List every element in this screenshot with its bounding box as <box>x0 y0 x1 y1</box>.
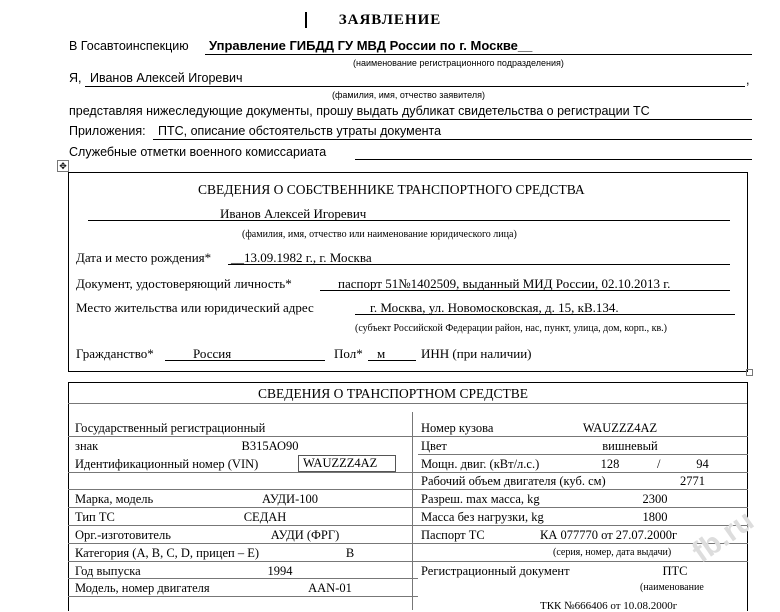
row-divider <box>68 472 418 473</box>
row-divider <box>418 472 748 473</box>
vin-value: WAUZZZ4AZ <box>298 455 396 472</box>
address-underline <box>355 314 735 315</box>
row-divider <box>68 436 418 437</box>
page-title: ЗАЯВЛЕНИЕ <box>338 12 442 28</box>
reg-label-line2: знак <box>75 439 99 453</box>
power-separator: / <box>657 457 661 471</box>
sex-value: м <box>377 346 386 361</box>
row-divider <box>68 507 418 508</box>
mass-label: Масса без нагрузки, kg <box>421 510 544 524</box>
address-caption: (субъект Российской Федерации район, нас, пункт, улица, дом, корп., кв.) <box>355 323 668 334</box>
column-divider <box>412 412 413 610</box>
row-divider <box>68 403 747 404</box>
inn-label: ИНН (при наличии) <box>421 346 532 361</box>
applicant-caption: (фамилия, имя, отчество заявителя) <box>332 90 485 100</box>
body-value: WAUZZZ4AZ <box>582 421 658 435</box>
attach-value: ПТС, описание обстоятельств утраты документа <box>158 124 442 138</box>
row-divider <box>68 596 418 597</box>
applicant-comma: , <box>746 73 750 87</box>
color-label: Цвет <box>421 439 447 453</box>
gibdd-underline <box>205 54 752 55</box>
vin-label: Идентификационный номер (VIN) <box>75 457 259 471</box>
birth-underline <box>228 264 730 265</box>
row-divider <box>418 454 748 455</box>
brand-label: Марка, модель <box>75 492 154 506</box>
owner-header: СВЕДЕНИЯ О СОБСТВЕННИКЕ ТРАНСПОРТНОГО СРЕДСТВА <box>198 182 585 197</box>
bottom-cut-text: ТКК №666406 от 10.08.2000г <box>540 600 678 612</box>
engine-value: AAN-01 <box>308 581 352 595</box>
sex-underline <box>368 360 416 361</box>
owner-name-caption: (фамилия, имя, отчество или наименование юридического лица) <box>242 229 517 240</box>
military-underline <box>355 159 752 160</box>
attach-label: Приложения: <box>69 124 146 138</box>
row-divider <box>418 489 748 490</box>
year-value: 1994 <box>267 564 293 578</box>
category-label: Категория (А, В, С, D, прицеп – Е) <box>75 546 260 560</box>
type-value: СЕДАН <box>243 510 287 524</box>
citizen-value: Россия <box>193 346 232 361</box>
id-doc-underline <box>320 290 730 291</box>
brand-value: АУДИ-100 <box>262 492 318 506</box>
citizen-underline <box>165 360 325 361</box>
vehicle-header: СВЕДЕНИЯ О ТРАНСПОРТНОМ СРЕДСТВЕ <box>258 386 529 401</box>
mass-value: 1800 <box>642 510 668 524</box>
maker-label: Орг.-изготовитель <box>75 528 171 542</box>
category-value: В <box>345 546 355 560</box>
military-label: Служебные отметки военного комиссариата <box>69 145 327 159</box>
row-divider <box>418 525 748 526</box>
citizen-label: Гражданство* <box>76 346 154 361</box>
volume-label: Рабочий объем двигателя (куб. см) <box>421 474 606 488</box>
regdoc-value: ПТС <box>662 564 688 578</box>
attach-underline <box>153 139 752 140</box>
regdoc-caption: (наименование <box>640 582 704 593</box>
address-label: Место жительства или юридический адрес <box>76 300 314 315</box>
power-kw: 128 <box>600 457 620 471</box>
owner-section <box>68 172 748 372</box>
owner-name: Иванов Алексей Игоревич <box>220 206 367 221</box>
gibdd-caption: (наименование регистрационного подразделения) <box>353 58 564 68</box>
row-divider <box>68 543 418 544</box>
row-divider <box>418 436 748 437</box>
reg-label-line1: Государственный регистрационный <box>75 421 266 435</box>
applicant-underline <box>85 86 745 87</box>
regdoc-label: Регистрационный документ <box>421 564 570 578</box>
pts-caption: (серия, номер, дата выдачи) <box>553 547 672 558</box>
address-value: г. Москва, ул. Новомосковская, д. 15, кВ.134. <box>370 300 619 315</box>
power-label: Мощн. двиг. (кВт/л.с.) <box>421 457 540 471</box>
gibdd-label: В Госавтоинспекцию <box>69 39 189 53</box>
pts-value: КА 077770 от 27.07.2000г <box>540 528 678 542</box>
birth-label: Дата и место рождения* <box>76 250 212 265</box>
birth-value: __13.09.1982 г., г. Москва <box>231 250 372 265</box>
id-doc-value: паспорт 51№1402509, выданный МИД России, 02.10.2013 г. <box>338 276 671 291</box>
present-underline <box>352 119 752 120</box>
pts-label: Паспорт ТС <box>421 528 485 542</box>
row-divider <box>68 561 418 562</box>
owner-name-underline <box>88 220 730 221</box>
watermark-logo: fb.ru <box>686 503 760 570</box>
volume-value: 2771 <box>680 474 705 488</box>
row-divider <box>418 561 748 562</box>
body-label: Номер кузова <box>421 421 494 435</box>
power-hp: 94 <box>696 457 709 471</box>
reg-value: В315АО90 <box>241 439 299 453</box>
id-doc-label: Документ, удостоверяющий личность* <box>76 276 292 291</box>
engine-label: Модель, номер двигателя <box>75 581 210 595</box>
type-label: Тип ТС <box>75 510 115 524</box>
color-value: вишневый <box>602 439 658 453</box>
row-divider <box>68 489 418 490</box>
maxmass-label: Разреш. max масса, kg <box>421 492 540 506</box>
maxmass-value: 2300 <box>642 492 668 506</box>
gibdd-value: Управление ГИБДД ГУ МВД России по г. Москве__ <box>209 38 533 53</box>
year-label: Год выпуска <box>75 564 141 578</box>
maker-value: АУДИ (ФРГ) <box>270 528 340 542</box>
sex-label: Пол* <box>334 346 363 361</box>
row-divider <box>68 525 418 526</box>
applicant-label: Я, <box>69 71 82 85</box>
applicant-value: Иванов Алексей Игоревич <box>90 71 243 85</box>
present-text: представляя нижеследующие документы, прошу выдать дубликат свидетельства о регистрации ТС <box>69 104 650 118</box>
row-divider <box>418 507 748 508</box>
table-resize-handle[interactable] <box>746 369 753 376</box>
table-move-icon[interactable]: ✥ <box>57 160 69 172</box>
